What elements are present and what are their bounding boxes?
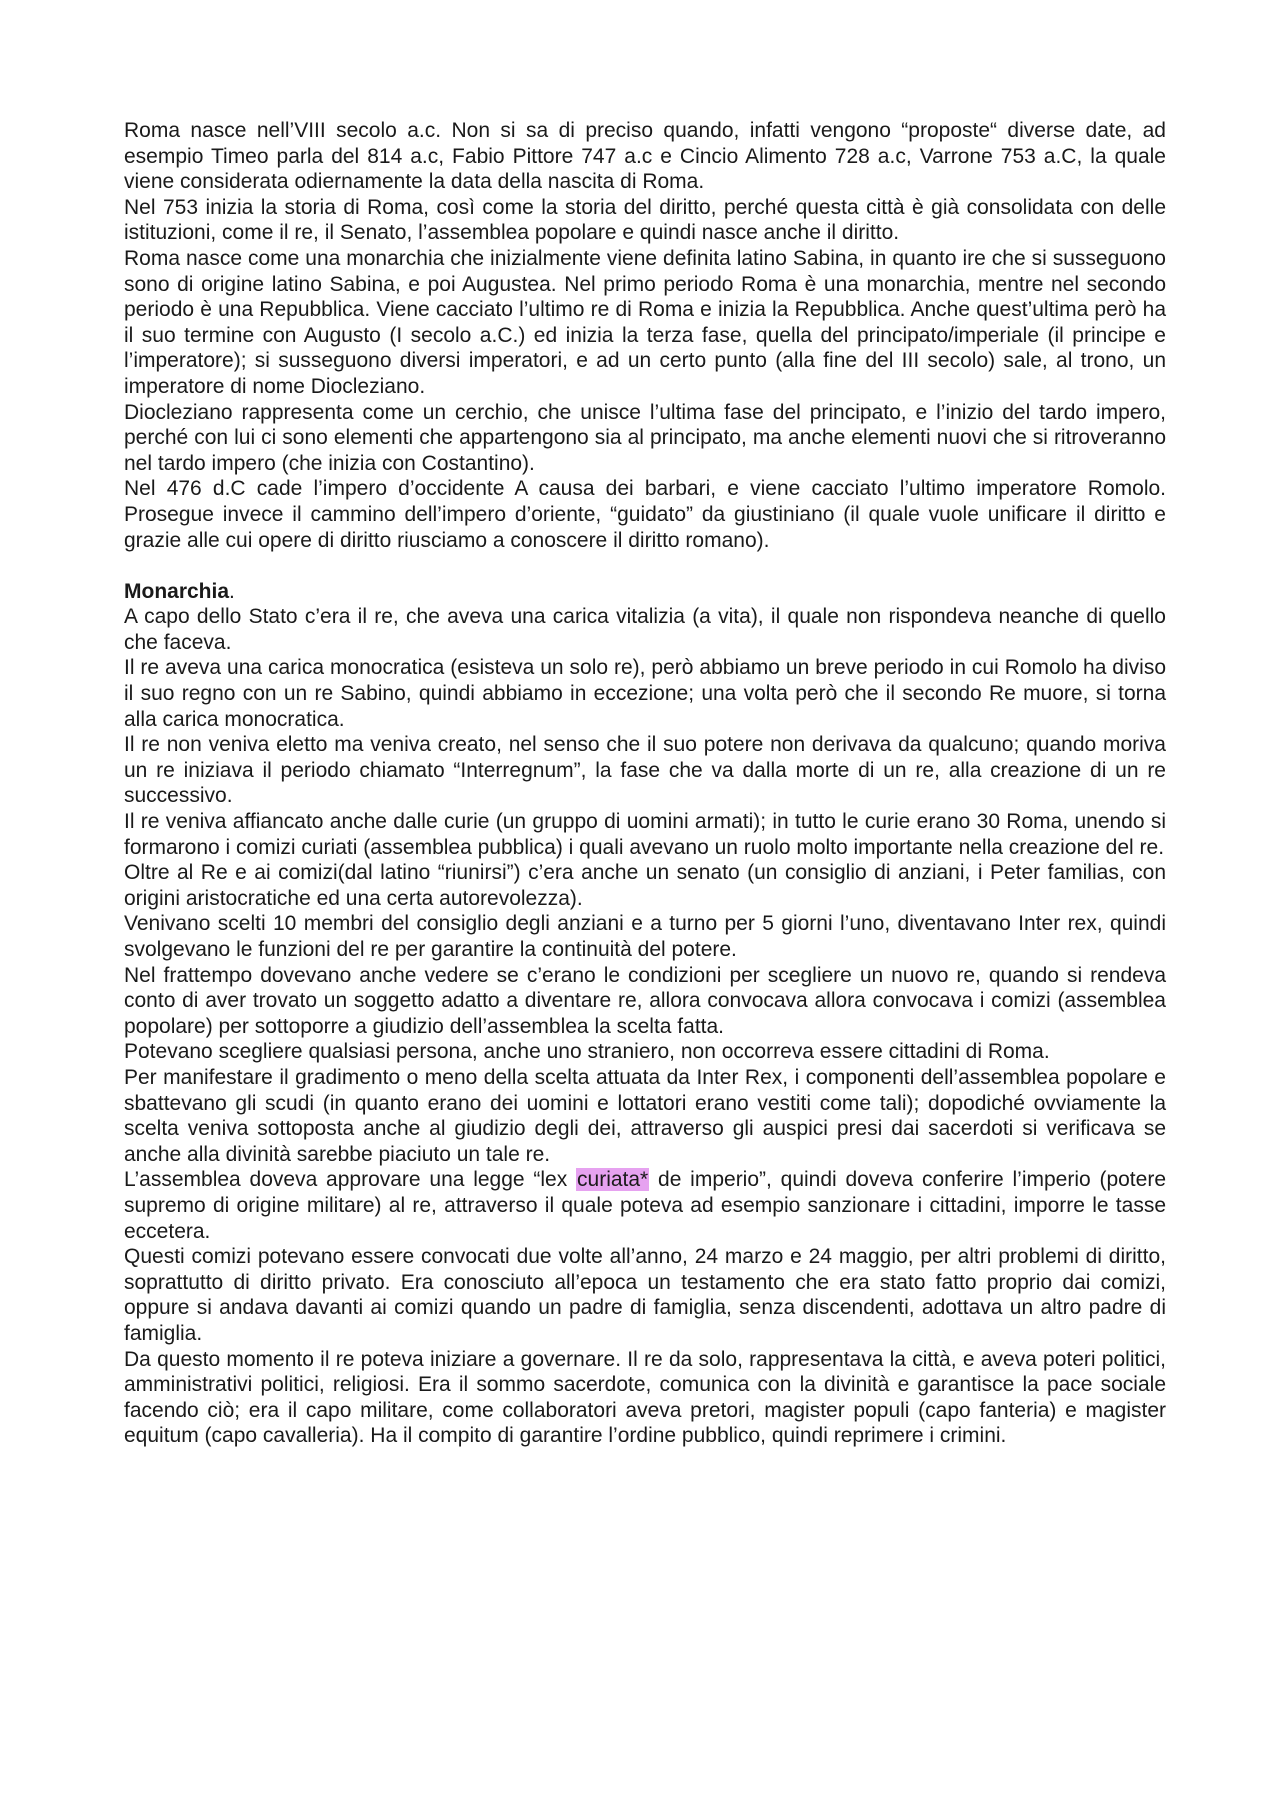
intro-paragraph-4: Diocleziano rappresenta come un cerchio, che unisce l’ultima fase del principato, e l’inizio del tardo impero, perché con lui ci sono elementi che appartengono sia al principato, ma anche elementi nuovi che si ritroveranno nel tardo impero (che inizia con Costantino). xyxy=(124,400,1166,475)
monarchia-paragraph-5: Oltre al Re e ai comizi(dal latino “riunirsi”) c’era anche un senato (un consiglio di anziani, i Peter familias, con origini aristocratiche ed una certa autorevolezza). xyxy=(124,861,1166,910)
intro-paragraph-1: Roma nasce nell’VIII secolo a.c. Non si sa di preciso quando, infatti vengono “proposte“ diverse date, ad esempio Timeo parla del 814 a.c, Fabio Pittore 747 a.c e Cincio Alimento 728 a.c, Varrone 753 a.C, la quale viene considerata odiernamente la data della nascita di Roma. xyxy=(124,119,1166,194)
intro-paragraph-3: Roma nasce come una monarchia che inizialmente viene definita latino Sabina, in quanto ire che si susseguono sono di origine latino Sabina, e poi Augustea. Nel primo periodo Roma è una monarchia, mentre nel secondo periodo è una Repubblica. Viene cacciato l’ultimo re di Roma e inizia la Repubblica. Anche quest’ultima però ha il suo termine con Augusto (I secolo a.C.) ed inizia la terza fase, quella del principato/imperiale (il principe e l’imperatore); si susseguono diversi imperatori, e ad un certo punto (alla fine del III secolo) sale, al trono, un imperatore di nome Diocleziano. xyxy=(124,246,1166,398)
section-heading-suffix: . xyxy=(229,579,235,603)
lex-paragraph xyxy=(124,1167,1166,1244)
lex-text-before: L’assemblea doveva approvare una legge “lex xyxy=(124,1168,577,1192)
monarchia-paragraph-8: Potevano scegliere qualsiasi persona, anche uno straniero, non occorreva essere cittadini di Roma. xyxy=(124,1040,1050,1064)
document-page xyxy=(124,118,1166,1449)
intro-paragraph-5: Nel 476 d.C cade l’impero d’occidente A causa dei barbari, e viene cacciato l’ultimo imperatore Romolo. Prosegue invece il cammino dell’impero d’oriente, “guidato” da giustiniano (il quale vuole unificare il diritto e grazie alle cui opere di diritto riusciamo a conoscere il diritto romano). xyxy=(124,477,1166,552)
section-heading-text: Monarchia xyxy=(124,579,230,603)
monarchia-paragraph-3: Il re non veniva eletto ma veniva creato, nel senso che il suo potere non derivava da qualcuno; quando moriva un re iniziava il periodo chiamato “Interregnum”, la fase che va dalla morte di un re, alla creazione di un re successivo. xyxy=(124,733,1166,808)
monarchia-paragraph-9: Per manifestare il gradimento o meno della scelta attuata da Inter Rex, i componenti dell’assemblea popolare e sbattevano gli scudi (in quanto erano dei uomini e lottatori erano vestiti come tali); dopodiché ovviamente la scelta veniva sottoposta anche al giudizio degli dei, attraverso gli auspici presi dai sacerdoti si verificava se anche alla divinità sarebbe piaciuto un tale re. xyxy=(124,1065,1166,1166)
lex-text-after: de imperio”, quindi doveva conferire l’imperio (potere supremo di origine militare) al re, attraverso il quale poteva ad esempio sanzionare i cittadini, imporre le tasse eccetera. xyxy=(124,1168,1166,1243)
monarchia-paragraph-7: Nel frattempo dovevano anche vedere se c’erano le condizioni per scegliere un nuovo re, quando si rendeva conto di aver trovato un soggetto adatto a diventare re, allora convocava allora convocava i comizi (assemblea popolare) per sottoporre a giudizio dell’assemblea la scelta fatta. xyxy=(124,963,1166,1038)
section-gap xyxy=(124,553,1166,579)
section-heading xyxy=(124,579,1166,605)
highlighted-word: curiata* xyxy=(577,1168,649,1192)
intro-paragraph-2: Nel 753 inizia la storia di Roma, così come la storia del diritto, perché questa città è già consolidata con delle istituzioni, come il re, il Senato, l’assemblea popolare e quindi nasce anche il diritto. xyxy=(124,195,1166,245)
closing-paragraph-2: Da questo momento il re poteva iniziare a governare. Il re da solo, rappresentava la città, e aveva poteri politici, amministrativi politici, religiosi. Era il sommo sacerdote, comunica con la divinità e garantisce la pace sociale facendo ciò; era il capo militare, come collaboratori aveva pretori, magister populi (capo fanteria) e magister equitum (capo cavalleria). Ha il compito di garantire l’ordine pubblico, quindi reprimere i crimini. xyxy=(124,1347,1166,1448)
monarchia-paragraph-1: A capo dello Stato c’era il re, che aveva una carica vitalizia (a vita), il quale non rispondeva neanche di quello che faceva. xyxy=(124,605,1166,654)
monarchia-paragraph-2: Il re aveva una carica monocratica (esisteva un solo re), però abbiamo un breve periodo in cui Romolo ha diviso il suo regno con un re Sabino, quindi abbiamo in eccezione; una volta però che il secondo Re muore, si torna alla carica monocratica. xyxy=(124,656,1166,731)
monarchia-paragraph-6: Venivano scelti 10 membri del consiglio degli anziani e a turno per 5 giorni l’uno, diventavano Inter rex, quindi svolgevano le funzioni del re per garantire la continuità del potere. xyxy=(124,912,1166,961)
closing-paragraph-1: Questi comizi potevano essere convocati due volte all’anno, 24 marzo e 24 maggio, per altri problemi di diritto, soprattutto di diritto privato. Era conosciuto all’epoca un testamento che era stato fatto proprio dai comizi, oppure si andava davanti ai comizi quando un padre di famiglia, senza discendenti, adottava un altro padre di famiglia. xyxy=(124,1245,1166,1345)
monarchia-paragraph-4: Il re veniva affiancato anche dalle curie (un gruppo di uomini armati); in tutto le curie erano 30 Roma, unendo si formarono i comizi curiati (assemblea pubblica) i quali avevano un ruolo molto importante nella creazione del re. xyxy=(124,810,1166,859)
